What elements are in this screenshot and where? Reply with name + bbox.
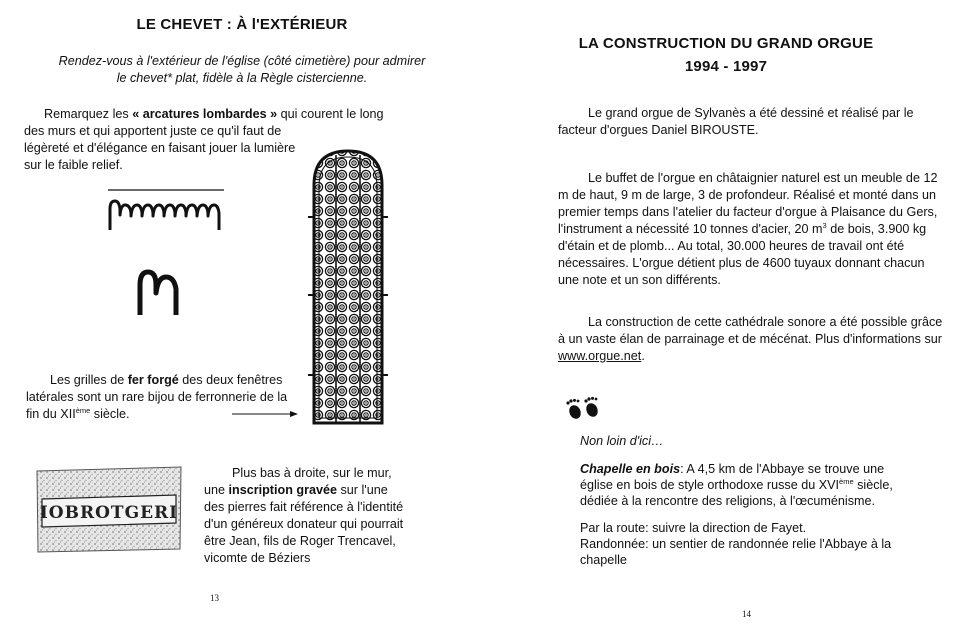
organ-p2-line-3: premier temps dans l'atelier du facteur d'orgue à Plaisance du Gers, [558, 205, 938, 219]
inscription-line-5: être Jean, fils de Roger Trencavel, [204, 534, 396, 548]
arcatures-term: « arcatures lombardes » [132, 107, 278, 121]
chapelle-line-3: dédiée à la rencontre des religions, à l'œcuménisme. [580, 494, 876, 508]
intro-line-1: Rendez-vous à l'extérieur de l'église (côté cimetière) pour admirer [58, 54, 426, 68]
wrought-iron-grille-illustration [306, 145, 390, 427]
engraved-stone-illustration [34, 465, 184, 555]
right-page-title: LA CONSTRUCTION DU GRAND ORGUE [578, 35, 874, 52]
organ-p1-line-2: facteur d'orgues Daniel BIROUSTE. [558, 123, 759, 137]
route-line-1: Par la route: suivre la direction de Fayet. [580, 521, 807, 535]
organ-p2-line-6: nécessaires. L'orgue détient plus de 4600 tuyaux donnant chacun [558, 256, 925, 270]
organ-p3-line-3: www.orgue.net. [558, 349, 645, 363]
arcatures-line-1: Remarquez les « arcatures lombardes » qui courent le long [44, 107, 384, 121]
inscription-line-2: une inscription gravée sur l'une [204, 483, 388, 497]
route-line-3: chapelle [580, 553, 627, 567]
inscription-line-1: Plus bas à droite, sur le mur, [232, 466, 392, 480]
grille-line-1: Les grilles de fer forgé des deux fenêtres [50, 373, 283, 387]
footprints-icon [564, 396, 606, 422]
organ-p3-line-1: La construction de cette cathédrale sonore a été possible grâce [588, 315, 943, 329]
organ-p2-line-1: Le buffet de l'orgue en châtaignier naturel est un meuble de 12 [588, 171, 938, 185]
organ-p2-line-7: une note et un son différents. [558, 273, 721, 287]
route-line-2: Randonnée: un sentier de randonnée relie l'Abbaye à la [580, 537, 892, 551]
grille-line-3: fin du XIIème siècle. [26, 405, 130, 421]
nearby-heading: Non loin d'ici… [580, 434, 664, 448]
chapelle-line-1: Chapelle en bois: A 4,5 km de l'Abbaye se trouve une [580, 462, 885, 476]
organ-p2-line-5: d'étain et de plomb... Au total, 30.000 heures de travail ont été [558, 239, 905, 253]
intro-line-2: le chevet* plat, fidèle à la Règle cistercienne. [116, 71, 368, 85]
inscription-line-3: des pierres fait référence à l'identité [204, 500, 404, 514]
chapelle-line-2: église en bois de style orthodoxe russe du XVIème siècle, [580, 476, 893, 492]
chapelle-title: Chapelle en bois [580, 462, 681, 476]
right-page [484, 0, 968, 628]
organ-p1-line-1: Le grand orgue de Sylvanès a été dessiné et réalisé par le [588, 106, 914, 120]
organ-p2-line-2: m de haut, 9 m de large, 3 de profondeur. Réalisé et monté dans un [558, 188, 937, 202]
orgue-net-link[interactable]: www.orgue.net [558, 349, 642, 363]
organ-p2-line-4: l'instrument a nécessité 10 tonnes d'acier, 20 $m^3$ de bois, 3.900 kg [558, 220, 927, 236]
organ-p3-line-2: à un vaste élan de parrainage et de mécénat. Plus d'informations sur [558, 332, 942, 346]
inscription-term: inscription gravée [228, 483, 337, 497]
arcatures-line-4: sur le faible relief. [24, 158, 123, 172]
fer-forge-term: fer forgé [127, 373, 179, 387]
grille-line-2: latérales sont un rare bijou de ferronnerie de la [26, 390, 288, 404]
inscription-line-6: vicomte de Béziers [204, 551, 311, 565]
right-page-date-range: 1994 - 1997 [684, 58, 768, 75]
arrow-right-icon [232, 408, 300, 420]
lombard-arches-illustration [100, 185, 230, 325]
left-page-title: LE CHEVET : À l'EXTÉRIEUR [136, 16, 348, 33]
inscription-line-4: d'un généreux donateur qui pourrait [204, 517, 404, 531]
page-number-right: 14 [742, 609, 751, 619]
arcatures-line-2: des murs et qui apportent juste ce qu'il faut de [24, 124, 282, 138]
stone-inscription-text: IOBROTGERI [39, 503, 179, 523]
arcatures-line-3: légèreté et d'élégance en faisant jouer la lumière [24, 141, 296, 155]
page-number-left: 13 [210, 593, 219, 603]
